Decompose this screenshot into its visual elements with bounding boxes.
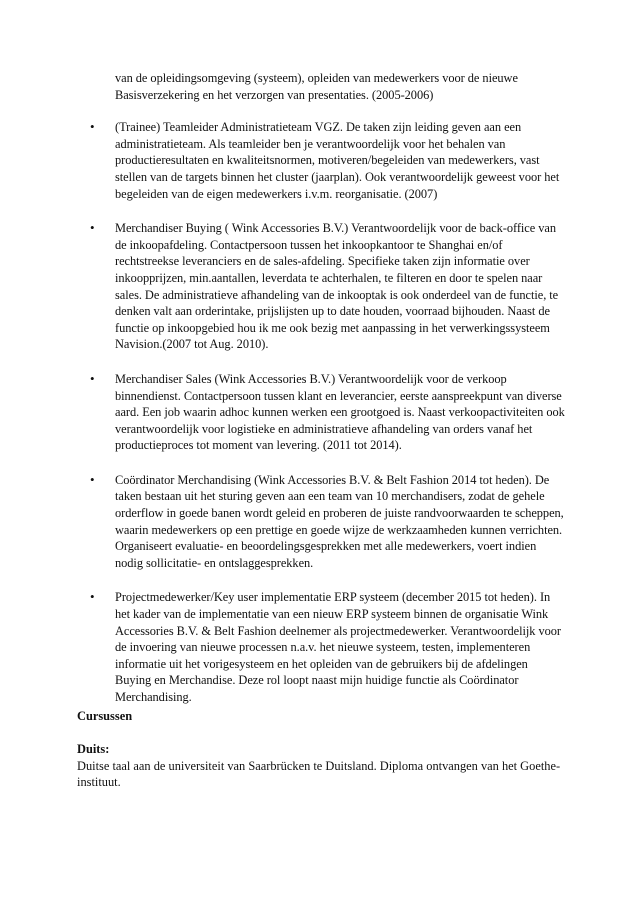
bullet-marker: • xyxy=(90,589,95,605)
bullet-marker: • xyxy=(90,471,95,487)
experience-text: Merchandiser Buying ( Wink Accessories B.V.) Verantwoordelijk voor de back-office van de inkoopafdeling. Contactpersoon tussen het inkoopkantoor te Shanghai en/of rechtstreekse leveranciers en de sales-afdeling. Specifieke taken zijn informatie over inkoopprijzen, min.aantallen, leverdata te achterhalen, te filteren en door te spelen naar sales. De administratieve afhandeling van de inkooptak is ook onderdeel van de functie, te denken valt aan orderintake, prijslijsten up to date houden, voorraad bijhouden. Naast de functie op inkoopgebied hou ik me ook bezig met aanpassing in het verwerkingssysteem Navision.(2007 tot Aug. 2010). xyxy=(115,221,559,352)
bullet-marker: • xyxy=(90,370,95,386)
experience-item xyxy=(0,220,638,353)
experience-text: (Trainee) Teamleider Administratieteam VGZ. De taken zijn leiding geven aan een administratieteam. Als teamleider ben je verantwoordelijk voor het behalen van productieresultaten en kwaliteitsnormen, motiveren/begeleiden van medewerkers, vast stellen van de targets binnen het cluster (jaarplan). Ook verantwoordelijk geweest voor het begeleiden van de eigen medewerkers i.v.m. reorganisatie. (2007) xyxy=(115,120,560,201)
experience-item xyxy=(0,119,638,202)
experience-list xyxy=(0,70,638,724)
german-heading: Duits: xyxy=(77,742,110,756)
experience-item xyxy=(0,70,638,103)
experience-text: Projectmedewerker/Key user implementatie ERP systeem (december 2015 tot heden). In het kader van de implementatie van een nieuw ERP systeem binnen de organisatie Wink Accessories B.V. & Belt Fashion deelnemer als projectmedewerker. Verantwoordelijk voor de invoering van nieuwe processen n.a.v. het nieuwe systeem, testen, implementeren informatie uit het vorigesysteem en het opleiden van de gebruikers bij de afdelingen Buying en Merchandise. Deze rol loopt naast mijn huidige functie als Coördinator Merchandising. xyxy=(115,590,562,704)
courses-heading: Cursussen xyxy=(77,709,133,723)
german-section xyxy=(77,741,567,791)
bullet-marker: • xyxy=(90,119,95,135)
bullet-marker: • xyxy=(90,220,95,236)
experience-text: van de opleidingsomgeving (systeem), opleiden van medewerkers voor de nieuwe Basisverzekering en het verzorgen van presentaties. (2005-2006) xyxy=(115,71,518,102)
experience-item xyxy=(0,589,638,705)
experience-text: Merchandiser Sales (Wink Accessories B.V.) Verantwoordelijk voor de verkoop binnendienst. Contactpersoon tussen klant en leverancier, eerste aanspreekpunt van diverse aard. Een job waarin adhoc kunnen werken een grootgoed is. Naast verkoopactiviteiten ook verantwoordelijk voor logistieke en administratieve afhandeling van orders vanaf het productieproces tot moment van levering. (2011 tot 2014). xyxy=(115,371,565,453)
german-text: Duitse taal aan de universiteit van Saarbrücken te Duitsland. Diploma ontvangen van het Goethe-instituut. xyxy=(77,758,561,790)
experience-item xyxy=(0,371,638,454)
experience-item xyxy=(0,472,638,572)
experience-text: Coördinator Merchandising (Wink Accessories B.V. & Belt Fashion 2014 tot heden). De taken bestaan uit het sturing geven aan een team van 10 merchandisers, zodat de gehele orderflow in goede banen wordt geleid en proberen de juiste randvoorwaarden te scheppen, waarin medewerkers op een prettige en goede wijze de werkzaamheden kunnen verrichten. Organiseert evaluatie- en beoordelingsgesprekken met alle medewerkers, voert indien nodig sollicitatie- en ontslaggesprekken. xyxy=(115,472,564,570)
